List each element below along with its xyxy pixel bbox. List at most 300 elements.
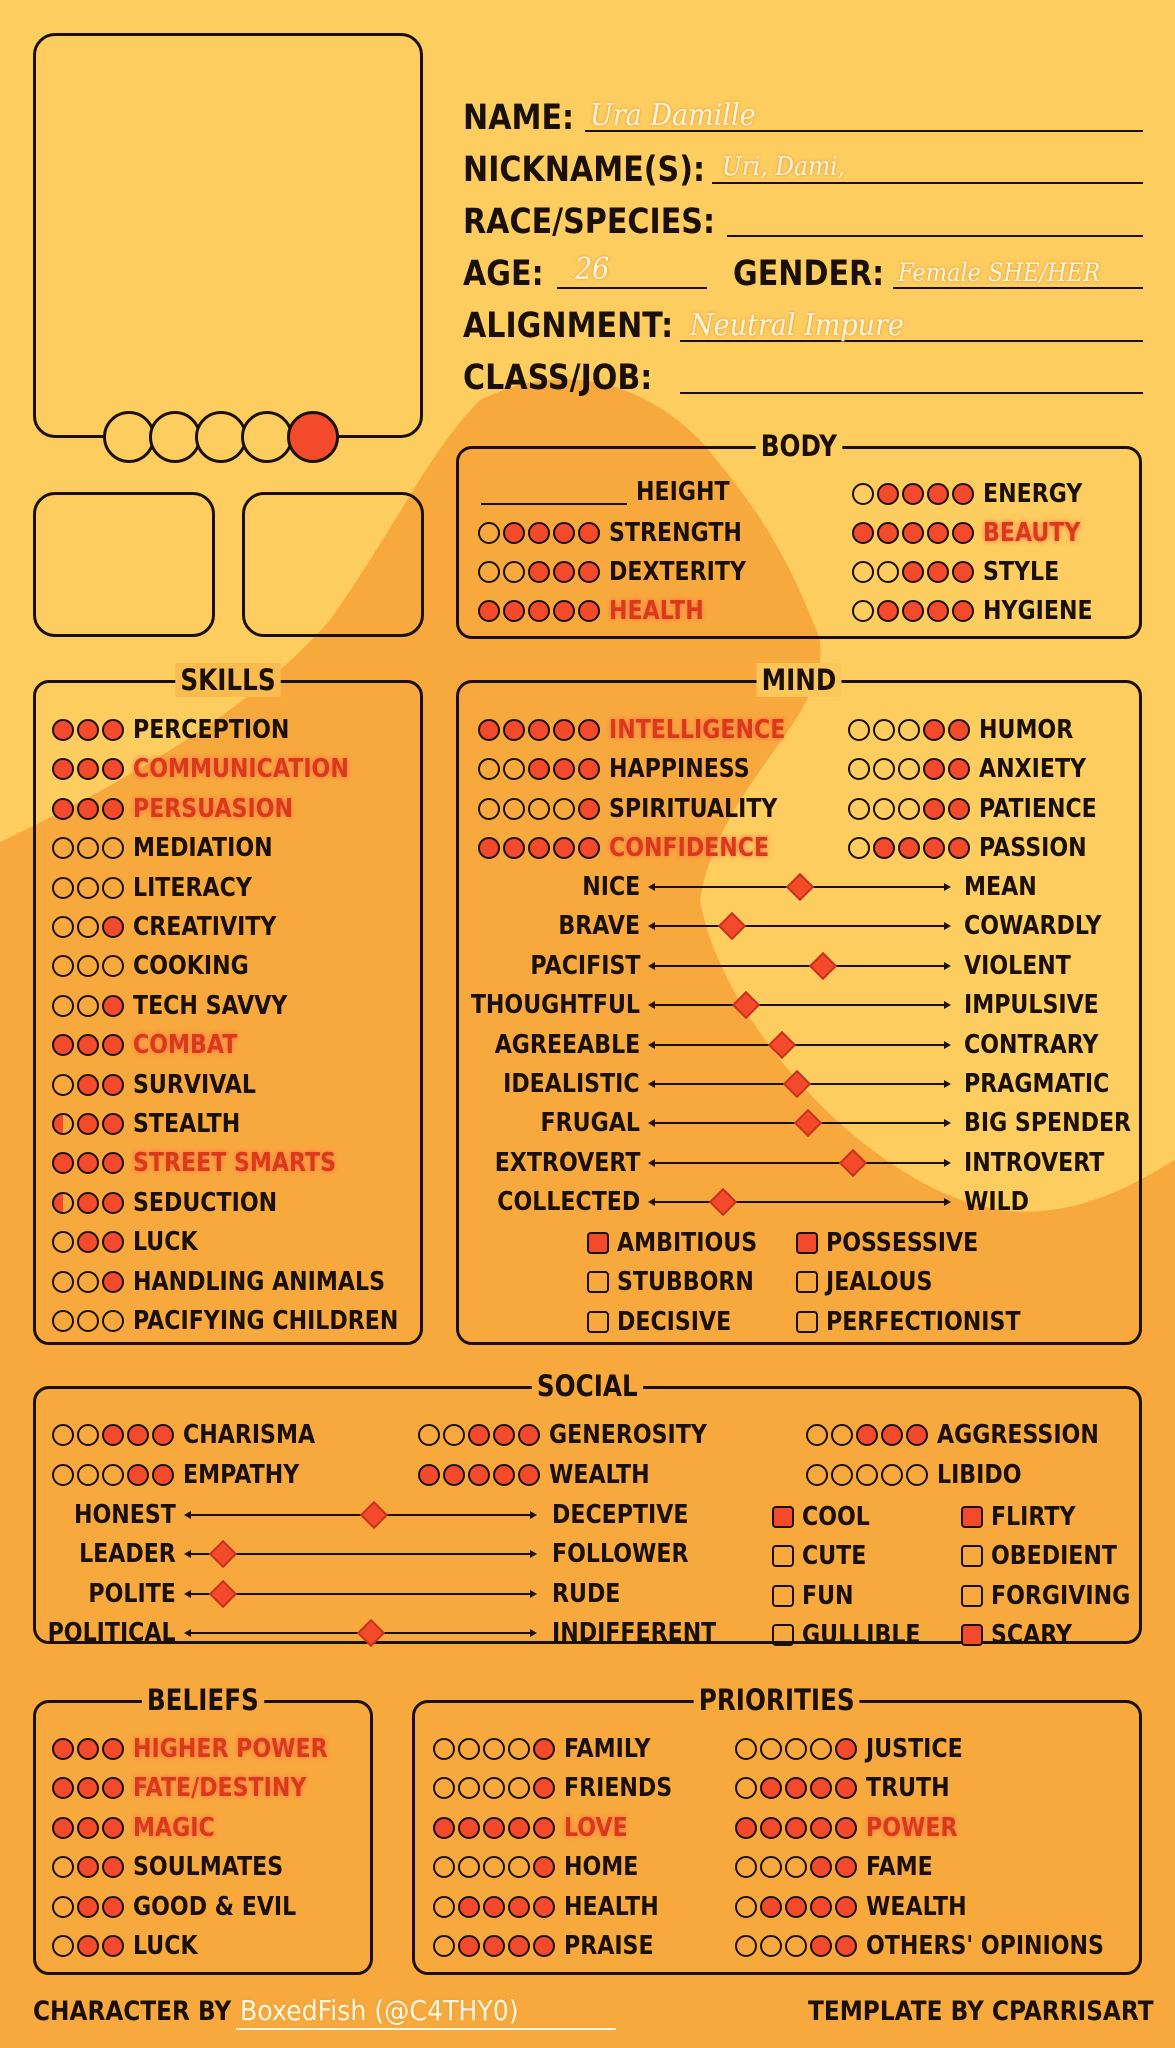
rating-dot[interactable]: [518, 1424, 540, 1446]
body-rating[interactable]: [478, 597, 720, 625]
character-by-field[interactable]: BoxedFish (@C4THY0): [240, 1994, 519, 2027]
rating-dot[interactable]: [848, 719, 870, 741]
rating-dot[interactable]: [927, 561, 949, 583]
body-rating[interactable]: [478, 558, 770, 586]
portrait-circle[interactable]: [195, 411, 247, 463]
rating-dot[interactable]: [102, 1738, 124, 1760]
checkbox[interactable]: [961, 1585, 983, 1607]
rating-dot[interactable]: [848, 837, 870, 859]
rating-dot[interactable]: [952, 561, 974, 583]
rating-dot[interactable]: [923, 798, 945, 820]
rating-dot[interactable]: [898, 837, 920, 859]
slider-track[interactable]: [188, 1539, 533, 1569]
rating-dot[interactable]: [533, 1738, 555, 1760]
mind-trait[interactable]: [796, 1308, 1055, 1336]
rating-dot[interactable]: [810, 1935, 832, 1957]
rating-dot[interactable]: [578, 719, 600, 741]
slider-track[interactable]: [652, 1108, 947, 1138]
rating-dot[interactable]: [503, 522, 525, 544]
portrait-circle[interactable]: [241, 411, 293, 463]
slider-track[interactable]: [652, 911, 947, 941]
rating-dot[interactable]: [102, 1935, 124, 1957]
rating-dot[interactable]: [835, 1817, 857, 1839]
slider-knob[interactable]: [717, 912, 745, 940]
rating-dot[interactable]: [533, 1935, 555, 1957]
rating-dot[interactable]: [848, 758, 870, 780]
rating-dot[interactable]: [508, 1856, 530, 1878]
rating-dot[interactable]: [760, 1777, 782, 1799]
rating-dot[interactable]: [468, 1424, 490, 1446]
rating-dot[interactable]: [102, 1856, 124, 1878]
rating-dot[interactable]: [848, 798, 870, 820]
slider-knob[interactable]: [208, 1540, 236, 1568]
social-trait[interactable]: [961, 1542, 1139, 1570]
rating-dot[interactable]: [735, 1856, 757, 1878]
checkbox[interactable]: [587, 1232, 609, 1254]
rating-dot[interactable]: [735, 1777, 757, 1799]
rating-dot[interactable]: [785, 1777, 807, 1799]
rating-dot[interactable]: [102, 758, 124, 780]
rating-dot[interactable]: [553, 719, 575, 741]
social-rating[interactable]: [418, 1461, 667, 1489]
rating-dot[interactable]: [433, 1817, 455, 1839]
rating-dot[interactable]: [483, 1896, 505, 1918]
rating-dot[interactable]: [852, 600, 874, 622]
slider-knob[interactable]: [794, 1109, 822, 1137]
slider-track[interactable]: [188, 1618, 533, 1648]
rating-dot[interactable]: [458, 1856, 480, 1878]
rating-dot[interactable]: [77, 1310, 99, 1332]
rating-dot[interactable]: [52, 1271, 74, 1293]
rating-dot[interactable]: [810, 1856, 832, 1878]
image-box-left[interactable]: [33, 492, 215, 637]
rating-dot[interactable]: [77, 719, 99, 741]
skill-item[interactable]: [52, 1228, 209, 1256]
rating-dot[interactable]: [785, 1856, 807, 1878]
rating-dot[interactable]: [578, 758, 600, 780]
skill-item[interactable]: [52, 834, 297, 862]
checkbox[interactable]: [796, 1271, 818, 1293]
rating-dot[interactable]: [553, 561, 575, 583]
rating-dot[interactable]: [923, 719, 945, 741]
rating-dot[interactable]: [952, 522, 974, 544]
rating-dot[interactable]: [831, 1464, 853, 1486]
mind-trait[interactable]: [587, 1308, 751, 1336]
rating-dot[interactable]: [578, 837, 600, 859]
rating-dot[interactable]: [77, 1896, 99, 1918]
mind-rating[interactable]: [478, 716, 816, 744]
belief-item[interactable]: [52, 1893, 325, 1921]
rating-dot[interactable]: [735, 1738, 757, 1760]
body-rating[interactable]: [852, 519, 1098, 547]
rating-dot[interactable]: [52, 1310, 74, 1332]
rating-dot[interactable]: [77, 1935, 99, 1957]
rating-dot[interactable]: [835, 1738, 857, 1760]
mind-rating[interactable]: [478, 834, 797, 862]
rating-dot[interactable]: [478, 837, 500, 859]
rating-dot[interactable]: [873, 798, 895, 820]
portrait-circle[interactable]: [287, 411, 339, 463]
rating-dot[interactable]: [418, 1464, 440, 1486]
rating-dot[interactable]: [785, 1817, 807, 1839]
rating-dot[interactable]: [503, 561, 525, 583]
rating-dot[interactable]: [52, 1935, 74, 1957]
rating-dot[interactable]: [760, 1935, 782, 1957]
rating-dot[interactable]: [553, 798, 575, 820]
rating-dot[interactable]: [478, 600, 500, 622]
rating-dot[interactable]: [458, 1935, 480, 1957]
rating-dot[interactable]: [478, 719, 500, 741]
mind-trait[interactable]: [796, 1268, 951, 1296]
slider-track[interactable]: [652, 1069, 947, 1099]
rating-dot[interactable]: [458, 1896, 480, 1918]
social-rating[interactable]: [52, 1461, 320, 1489]
rating-dot[interactable]: [785, 1896, 807, 1918]
rating-dot[interactable]: [810, 1896, 832, 1918]
rating-dot[interactable]: [948, 719, 970, 741]
rating-dot[interactable]: [898, 758, 920, 780]
portrait-circle[interactable]: [103, 411, 155, 463]
body-rating[interactable]: [852, 558, 1073, 586]
social-trait[interactable]: [961, 1621, 1086, 1649]
rating-dot[interactable]: [948, 798, 970, 820]
slider-knob[interactable]: [357, 1619, 385, 1647]
rating-dot[interactable]: [503, 798, 525, 820]
priority-item[interactable]: [735, 1814, 974, 1842]
rating-dot[interactable]: [483, 1777, 505, 1799]
priority-item[interactable]: [433, 1774, 691, 1802]
rating-dot[interactable]: [881, 1424, 903, 1446]
priority-item[interactable]: [735, 1893, 984, 1921]
rating-dot[interactable]: [806, 1464, 828, 1486]
slider-knob[interactable]: [785, 873, 813, 901]
rating-dot[interactable]: [483, 1738, 505, 1760]
rating-dot[interactable]: [418, 1424, 440, 1446]
rating-dot[interactable]: [948, 837, 970, 859]
priority-item[interactable]: [735, 1932, 1146, 1960]
rating-dot[interactable]: [478, 522, 500, 544]
gender-field[interactable]: Female SHE/HER: [898, 258, 1101, 287]
rating-dot[interactable]: [77, 837, 99, 859]
rating-dot[interactable]: [873, 758, 895, 780]
rating-dot[interactable]: [760, 1738, 782, 1760]
portrait-frame[interactable]: [33, 33, 423, 438]
rating-dot[interactable]: [927, 600, 949, 622]
rating-dot[interactable]: [528, 758, 550, 780]
rating-dot[interactable]: [503, 719, 525, 741]
social-rating[interactable]: [418, 1421, 735, 1449]
rating-dot[interactable]: [508, 1935, 530, 1957]
rating-dot[interactable]: [468, 1464, 490, 1486]
rating-dot[interactable]: [533, 1856, 555, 1878]
rating-dot[interactable]: [102, 1464, 124, 1486]
rating-dot[interactable]: [810, 1738, 832, 1760]
rating-dot[interactable]: [528, 600, 550, 622]
slider-knob[interactable]: [709, 1188, 737, 1216]
rating-dot[interactable]: [77, 1817, 99, 1839]
slider-track[interactable]: [652, 951, 947, 981]
rating-dot[interactable]: [518, 1464, 540, 1486]
rating-dot[interactable]: [578, 522, 600, 544]
slider-track[interactable]: [188, 1500, 533, 1530]
rating-dot[interactable]: [927, 522, 949, 544]
social-trait[interactable]: [772, 1542, 878, 1570]
rating-dot[interactable]: [528, 837, 550, 859]
belief-item[interactable]: [52, 1932, 209, 1960]
social-trait[interactable]: [772, 1582, 863, 1610]
rating-dot[interactable]: [873, 837, 895, 859]
rating-dot[interactable]: [77, 1424, 99, 1446]
rating-dot[interactable]: [508, 1817, 530, 1839]
rating-dot[interactable]: [77, 758, 99, 780]
rating-dot[interactable]: [528, 561, 550, 583]
rating-dot[interactable]: [458, 1817, 480, 1839]
rating-dot[interactable]: [927, 483, 949, 505]
rating-dot[interactable]: [806, 1424, 828, 1446]
rating-dot[interactable]: [877, 561, 899, 583]
checkbox[interactable]: [587, 1271, 609, 1293]
belief-item[interactable]: [52, 1735, 362, 1763]
priority-item[interactable]: [433, 1735, 666, 1763]
rating-dot[interactable]: [433, 1896, 455, 1918]
checkbox[interactable]: [961, 1506, 983, 1528]
rating-dot[interactable]: [533, 1896, 555, 1918]
checkbox[interactable]: [796, 1232, 818, 1254]
rating-dot[interactable]: [508, 1777, 530, 1799]
rating-dot[interactable]: [735, 1935, 757, 1957]
rating-dot[interactable]: [873, 719, 895, 741]
rating-dot[interactable]: [52, 719, 74, 741]
rating-dot[interactable]: [835, 1935, 857, 1957]
rating-dot[interactable]: [102, 1896, 124, 1918]
rating-dot[interactable]: [52, 1856, 74, 1878]
rating-dot[interactable]: [77, 1738, 99, 1760]
rating-dot[interactable]: [503, 758, 525, 780]
rating-dot[interactable]: [52, 1231, 74, 1253]
rating-dot[interactable]: [578, 600, 600, 622]
rating-dot[interactable]: [77, 798, 99, 820]
rating-dot[interactable]: [443, 1464, 465, 1486]
skill-item[interactable]: [52, 1307, 445, 1335]
rating-dot[interactable]: [898, 719, 920, 741]
social-trait[interactable]: [961, 1582, 1155, 1610]
rating-dot[interactable]: [852, 522, 874, 544]
rating-dot[interactable]: [77, 1777, 99, 1799]
rating-dot[interactable]: [533, 1777, 555, 1799]
slider-track[interactable]: [652, 1187, 947, 1217]
rating-dot[interactable]: [852, 483, 874, 505]
rating-dot[interactable]: [553, 600, 575, 622]
rating-dot[interactable]: [458, 1777, 480, 1799]
rating-dot[interactable]: [578, 561, 600, 583]
checkbox[interactable]: [961, 1545, 983, 1567]
rating-dot[interactable]: [760, 1817, 782, 1839]
rating-dot[interactable]: [102, 837, 124, 859]
age-field[interactable]: 26: [575, 252, 610, 287]
mind-rating[interactable]: [478, 795, 807, 823]
rating-dot[interactable]: [102, 798, 124, 820]
priority-item[interactable]: [735, 1853, 945, 1881]
rating-dot[interactable]: [478, 798, 500, 820]
rating-dot[interactable]: [102, 719, 124, 741]
rating-dot[interactable]: [533, 1817, 555, 1839]
rating-dot[interactable]: [52, 758, 74, 780]
mind-trait[interactable]: [587, 1229, 782, 1257]
rating-dot[interactable]: [483, 1817, 505, 1839]
rating-dot[interactable]: [77, 1271, 99, 1293]
rating-dot[interactable]: [835, 1777, 857, 1799]
rating-dot[interactable]: [503, 600, 525, 622]
rating-dot[interactable]: [923, 758, 945, 780]
rating-dot[interactable]: [852, 561, 874, 583]
mind-rating[interactable]: [478, 755, 774, 783]
rating-dot[interactable]: [810, 1817, 832, 1839]
priority-item[interactable]: [433, 1893, 675, 1921]
rating-dot[interactable]: [831, 1424, 853, 1446]
mind-trait[interactable]: [587, 1268, 778, 1296]
checkbox[interactable]: [772, 1506, 794, 1528]
rating-dot[interactable]: [102, 1817, 124, 1839]
rating-dot[interactable]: [483, 1935, 505, 1957]
social-trait[interactable]: [772, 1503, 882, 1531]
rating-dot[interactable]: [127, 1464, 149, 1486]
rating-dot[interactable]: [835, 1856, 857, 1878]
rating-dot[interactable]: [493, 1464, 515, 1486]
rating-dot[interactable]: [102, 1310, 124, 1332]
rating-dot[interactable]: [102, 1777, 124, 1799]
image-box-right[interactable]: [242, 492, 424, 637]
social-rating[interactable]: [806, 1421, 1127, 1449]
skill-item[interactable]: [52, 795, 321, 823]
portrait-circle[interactable]: [149, 411, 201, 463]
rating-dot[interactable]: [735, 1896, 757, 1918]
priority-item[interactable]: [433, 1932, 669, 1960]
rating-dot[interactable]: [948, 758, 970, 780]
body-rating[interactable]: [852, 480, 1100, 508]
mind-rating[interactable]: [848, 834, 1106, 862]
belief-item[interactable]: [52, 1774, 337, 1802]
rating-dot[interactable]: [483, 1856, 505, 1878]
rating-dot[interactable]: [77, 1856, 99, 1878]
mind-rating[interactable]: [848, 795, 1118, 823]
rating-dot[interactable]: [493, 1424, 515, 1446]
rating-dot[interactable]: [735, 1817, 757, 1839]
rating-dot[interactable]: [856, 1424, 878, 1446]
rating-dot[interactable]: [835, 1896, 857, 1918]
rating-dot[interactable]: [77, 1231, 99, 1253]
rating-dot[interactable]: [528, 719, 550, 741]
checkbox[interactable]: [772, 1545, 794, 1567]
slider-knob[interactable]: [809, 952, 837, 980]
rating-dot[interactable]: [52, 1738, 74, 1760]
rating-dot[interactable]: [528, 798, 550, 820]
rating-dot[interactable]: [881, 1464, 903, 1486]
rating-dot[interactable]: [785, 1738, 807, 1760]
social-trait[interactable]: [772, 1621, 941, 1649]
rating-dot[interactable]: [503, 837, 525, 859]
mind-rating[interactable]: [848, 716, 1090, 744]
rating-dot[interactable]: [52, 798, 74, 820]
rating-dot[interactable]: [52, 1777, 74, 1799]
rating-dot[interactable]: [478, 758, 500, 780]
priority-item[interactable]: [433, 1814, 639, 1842]
nickname-field[interactable]: Uri, Dami,: [722, 152, 846, 182]
checkbox[interactable]: [961, 1624, 983, 1646]
name-field[interactable]: Ura Damille: [590, 98, 756, 133]
body-rating[interactable]: [852, 597, 1112, 625]
slider-track[interactable]: [652, 990, 947, 1020]
rating-dot[interactable]: [508, 1896, 530, 1918]
rating-dot[interactable]: [152, 1424, 174, 1446]
rating-dot[interactable]: [760, 1896, 782, 1918]
rating-dot[interactable]: [760, 1856, 782, 1878]
rating-dot[interactable]: [528, 522, 550, 544]
rating-dot[interactable]: [856, 1464, 878, 1486]
rating-dot[interactable]: [952, 483, 974, 505]
rating-dot[interactable]: [553, 522, 575, 544]
rating-dot[interactable]: [52, 1464, 74, 1486]
rating-dot[interactable]: [906, 1464, 928, 1486]
rating-dot[interactable]: [553, 758, 575, 780]
priority-item[interactable]: [735, 1774, 964, 1802]
slider-track[interactable]: [652, 872, 947, 902]
social-rating[interactable]: [52, 1421, 338, 1449]
rating-dot[interactable]: [152, 1464, 174, 1486]
rating-dot[interactable]: [102, 1424, 124, 1446]
rating-dot[interactable]: [508, 1738, 530, 1760]
rating-dot[interactable]: [952, 600, 974, 622]
social-trait[interactable]: [961, 1503, 1090, 1531]
priority-item[interactable]: [433, 1853, 652, 1881]
slider-track[interactable]: [652, 1148, 947, 1178]
slider-knob[interactable]: [208, 1580, 236, 1608]
slider-knob[interactable]: [360, 1501, 388, 1529]
skill-item[interactable]: [52, 1268, 429, 1296]
skill-item[interactable]: [52, 716, 317, 744]
rating-dot[interactable]: [877, 522, 899, 544]
body-rating[interactable]: [478, 519, 765, 547]
rating-dot[interactable]: [785, 1935, 807, 1957]
rating-dot[interactable]: [433, 1777, 455, 1799]
rating-dot[interactable]: [578, 798, 600, 820]
priority-item[interactable]: [735, 1735, 980, 1763]
slider-track[interactable]: [652, 1030, 947, 1060]
social-rating[interactable]: [806, 1461, 1036, 1489]
slider-knob[interactable]: [782, 1070, 810, 1098]
rating-dot[interactable]: [902, 600, 924, 622]
rating-dot[interactable]: [902, 561, 924, 583]
checkbox[interactable]: [587, 1311, 609, 1333]
rating-dot[interactable]: [877, 600, 899, 622]
rating-dot[interactable]: [478, 561, 500, 583]
rating-dot[interactable]: [127, 1424, 149, 1446]
rating-dot[interactable]: [902, 522, 924, 544]
rating-dot[interactable]: [923, 837, 945, 859]
rating-dot[interactable]: [902, 483, 924, 505]
rating-dot[interactable]: [810, 1777, 832, 1799]
rating-dot[interactable]: [906, 1424, 928, 1446]
skill-item[interactable]: [52, 755, 387, 783]
rating-dot[interactable]: [52, 1424, 74, 1446]
rating-dot[interactable]: [102, 1231, 124, 1253]
rating-dot[interactable]: [433, 1935, 455, 1957]
slider-knob[interactable]: [768, 1030, 796, 1058]
rating-dot[interactable]: [553, 837, 575, 859]
rating-dot[interactable]: [877, 483, 899, 505]
checkbox[interactable]: [796, 1311, 818, 1333]
slider-track[interactable]: [188, 1579, 533, 1609]
rating-dot[interactable]: [433, 1856, 455, 1878]
